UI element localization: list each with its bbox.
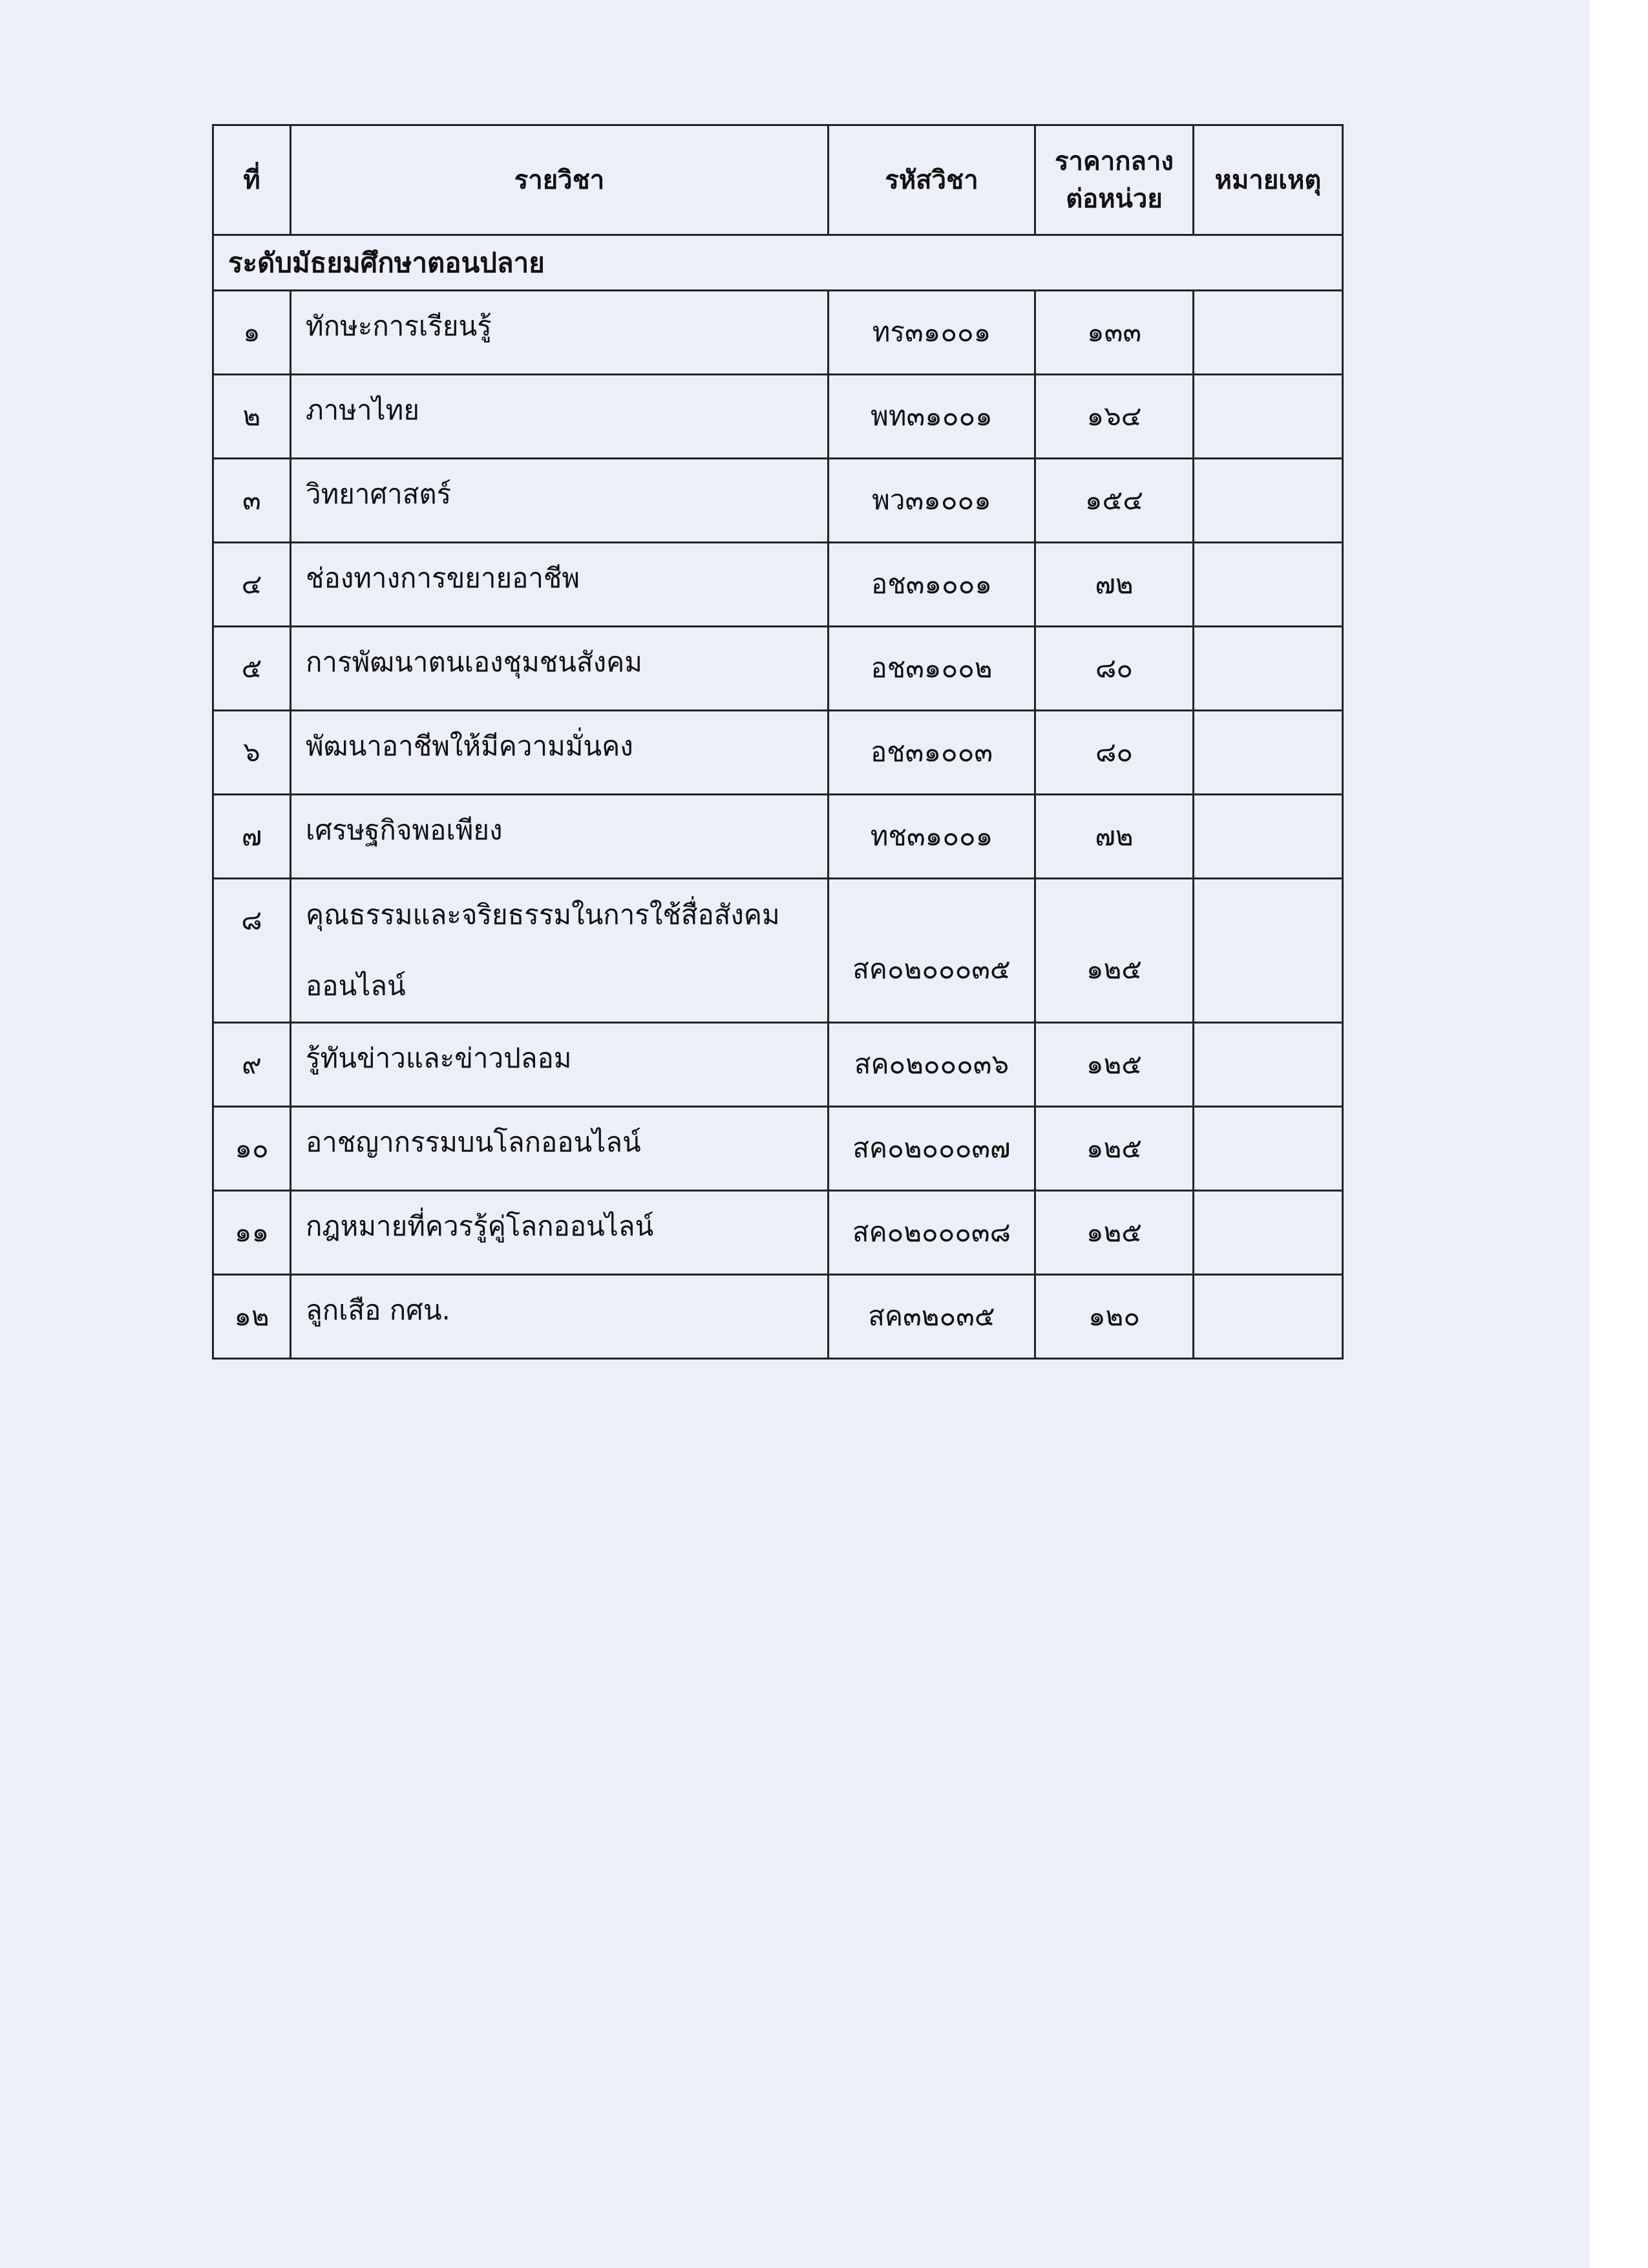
row-subject: รู้ทันข่าวและข่าวปลอม — [291, 1023, 829, 1107]
table-row — [213, 711, 1343, 795]
row-code: พท๓๑๐๐๑ — [829, 375, 1035, 459]
row-remark — [1194, 459, 1343, 543]
header-subject: รายวิชา — [291, 125, 829, 235]
table-row — [213, 543, 1343, 627]
row-no: ๕ — [213, 627, 291, 711]
table-header-row — [213, 125, 1343, 235]
row-price: ๘๐ — [1035, 711, 1194, 795]
row-price: ๗๒ — [1035, 795, 1194, 879]
row-remark — [1194, 627, 1343, 711]
row-subject: การพัฒนาตนเองชุมชนสังคม — [291, 627, 829, 711]
row-subject — [291, 879, 829, 1023]
row-code: อช๓๑๐๐๑ — [829, 543, 1035, 627]
row-no: ๑๒ — [213, 1275, 291, 1359]
row-code: ทร๓๑๐๐๑ — [829, 291, 1035, 375]
row-price: ๑๒๕ — [1035, 1191, 1194, 1275]
row-subject: เศรษฐกิจพอเพียง — [291, 795, 829, 879]
page-edge — [1590, 0, 1648, 2268]
row-no: ๘ — [213, 879, 291, 1023]
row-subject: พัฒนาอาชีพให้มีความมั่นคง — [291, 711, 829, 795]
row-subject: ทักษะการเรียนรู้ — [291, 291, 829, 375]
row-price: ๑๖๔ — [1035, 375, 1194, 459]
section-title: ระดับมัธยมศึกษาตอนปลาย — [213, 235, 1343, 291]
row-code: พว๓๑๐๐๑ — [829, 459, 1035, 543]
row-price: ๗๒ — [1035, 543, 1194, 627]
header-price-line1: ราคากลาง — [1055, 146, 1174, 176]
row-no: ๓ — [213, 459, 291, 543]
table-row — [213, 1107, 1343, 1191]
header-price — [1035, 125, 1194, 235]
row-no: ๔ — [213, 543, 291, 627]
header-remark: หมายเหตุ — [1194, 125, 1343, 235]
row-no: ๑๑ — [213, 1191, 291, 1275]
row-subject: ช่องทางการขยายอาชีพ — [291, 543, 829, 627]
row-subject-line1: คุณธรรมและจริยธรรมในการใช้สื่อสังคม — [306, 899, 780, 930]
row-subject: อาชญากรรมบนโลกออนไลน์ — [291, 1107, 829, 1191]
row-no: ๑๐ — [213, 1107, 291, 1191]
header-code: รหัสวิชา — [829, 125, 1035, 235]
row-subject: ภาษาไทย — [291, 375, 829, 459]
row-no: ๖ — [213, 711, 291, 795]
row-remark — [1194, 1191, 1343, 1275]
row-price: ๑๕๔ — [1035, 459, 1194, 543]
table-row — [213, 291, 1343, 375]
row-remark — [1194, 1275, 1343, 1359]
table-row — [213, 459, 1343, 543]
row-remark — [1194, 879, 1343, 1023]
row-subject: วิทยาศาสตร์ — [291, 459, 829, 543]
row-subject: กฎหมายที่ควรรู้คู่โลกออนไลน์ — [291, 1191, 829, 1275]
row-remark — [1194, 291, 1343, 375]
table-row — [213, 375, 1343, 459]
table-row — [213, 1023, 1343, 1107]
row-price: ๑๒๕ — [1035, 1023, 1194, 1107]
row-subject-line2: ออนไลน์ — [306, 970, 406, 1002]
header-no: ที่ — [213, 125, 291, 235]
row-no: ๗ — [213, 795, 291, 879]
row-price: ๑๒๕ — [1035, 879, 1194, 1023]
row-code: อช๓๑๐๐๓ — [829, 711, 1035, 795]
course-price-table — [212, 124, 1344, 1360]
row-remark — [1194, 1023, 1343, 1107]
section-row — [213, 235, 1343, 291]
row-no: ๒ — [213, 375, 291, 459]
row-code: อช๓๑๐๐๒ — [829, 627, 1035, 711]
row-price: ๑๓๓ — [1035, 291, 1194, 375]
row-remark — [1194, 543, 1343, 627]
header-price-line2: ต่อหน่วย — [1066, 184, 1163, 214]
row-price: ๘๐ — [1035, 627, 1194, 711]
table-row — [213, 1191, 1343, 1275]
row-code: ทช๓๑๐๐๑ — [829, 795, 1035, 879]
row-no: ๙ — [213, 1023, 291, 1107]
row-code: สค๐๒๐๐๐๓๕ — [829, 879, 1035, 1023]
row-code: สค๐๒๐๐๐๓๗ — [829, 1107, 1035, 1191]
row-remark — [1194, 711, 1343, 795]
row-price: ๑๒๕ — [1035, 1107, 1194, 1191]
row-remark — [1194, 375, 1343, 459]
table-row — [213, 1275, 1343, 1359]
row-code: สค๐๒๐๐๐๓๖ — [829, 1023, 1035, 1107]
table-row — [213, 627, 1343, 711]
row-subject: ลูกเสือ กศน. — [291, 1275, 829, 1359]
row-remark — [1194, 795, 1343, 879]
row-price: ๑๒๐ — [1035, 1275, 1194, 1359]
row-remark — [1194, 1107, 1343, 1191]
row-no: ๑ — [213, 291, 291, 375]
table-row — [213, 795, 1343, 879]
row-code: สค๐๒๐๐๐๓๘ — [829, 1191, 1035, 1275]
row-code: สค๓๒๐๓๕ — [829, 1275, 1035, 1359]
table-row — [213, 879, 1343, 1023]
